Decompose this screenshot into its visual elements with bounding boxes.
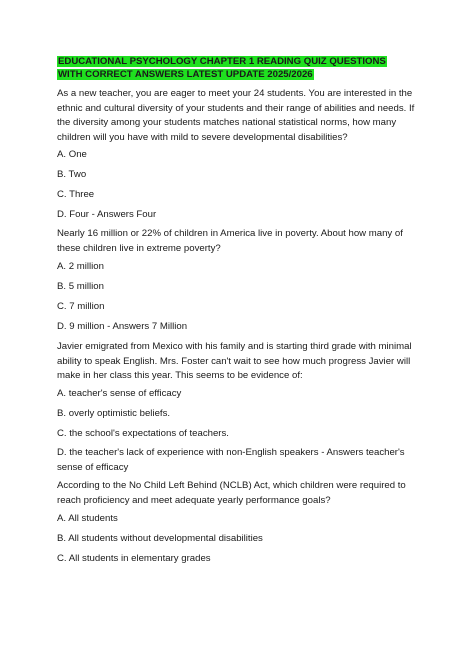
- question-2-option-d: D. 9 million - Answers 7 Million: [57, 321, 188, 332]
- question-2-text: Nearly 16 million or 22% of children in America live in poverty. About how many of these children live in extreme poverty?: [57, 228, 403, 254]
- document-title: [57, 56, 407, 81]
- question-3-option-c: C. the school's expectations of teachers.: [57, 428, 229, 439]
- question-3-option-a: A. teacher's sense of efficacy: [57, 388, 182, 399]
- document-title-text: EDUCATIONAL PSYCHOLOGY CHAPTER 1 READING QUIZ QUESTIONS WITH CORRECT ANSWERS LATEST UPDATE 2025/2026: [58, 56, 386, 80]
- question-4-option-b: B. All students without developmental disabilities: [57, 533, 263, 544]
- question-4-option-c: C. All students in elementary grades: [57, 553, 211, 564]
- question-1-option-a: A. One: [57, 149, 87, 160]
- question-1-option-c: C. Three: [57, 189, 95, 200]
- question-3-option-b: B. overly optimistic beliefs.: [57, 408, 171, 419]
- question-3-option-d: D. the teacher's lack of experience with non-English speakers - Answers teacher's sense of efficacy: [57, 447, 405, 473]
- question-1-text: As a new teacher, you are eager to meet your 24 students. You are interested in the ethnic and cultural diversity of your students and their range of abilities and needs. If the diversity among your students matches national statistical norms, how many children will you have with mild to severe developmental disabilities?: [57, 88, 415, 143]
- question-1-option-b: B. Two: [57, 169, 87, 180]
- question-1-option-d: D. Four - Answers Four: [57, 209, 157, 220]
- question-3-text: Javier emigrated from Mexico with his family and is starting third grade with minimal ability to speak English. Mrs. Foster can't wait to see how much progress Javier will make in her class this year. This seems to be evidence of:: [57, 341, 412, 382]
- question-4-text: According to the No Child Left Behind (NCLB) Act, which children were required to reach proficiency and meet adequate yearly performance goals?: [57, 480, 406, 506]
- question-2-option-c: C. 7 million: [57, 301, 105, 312]
- question-4-option-a: A. All students: [57, 513, 118, 524]
- question-2-option-a: A. 2 million: [57, 261, 104, 272]
- question-2-option-b: B. 5 million: [57, 281, 104, 292]
